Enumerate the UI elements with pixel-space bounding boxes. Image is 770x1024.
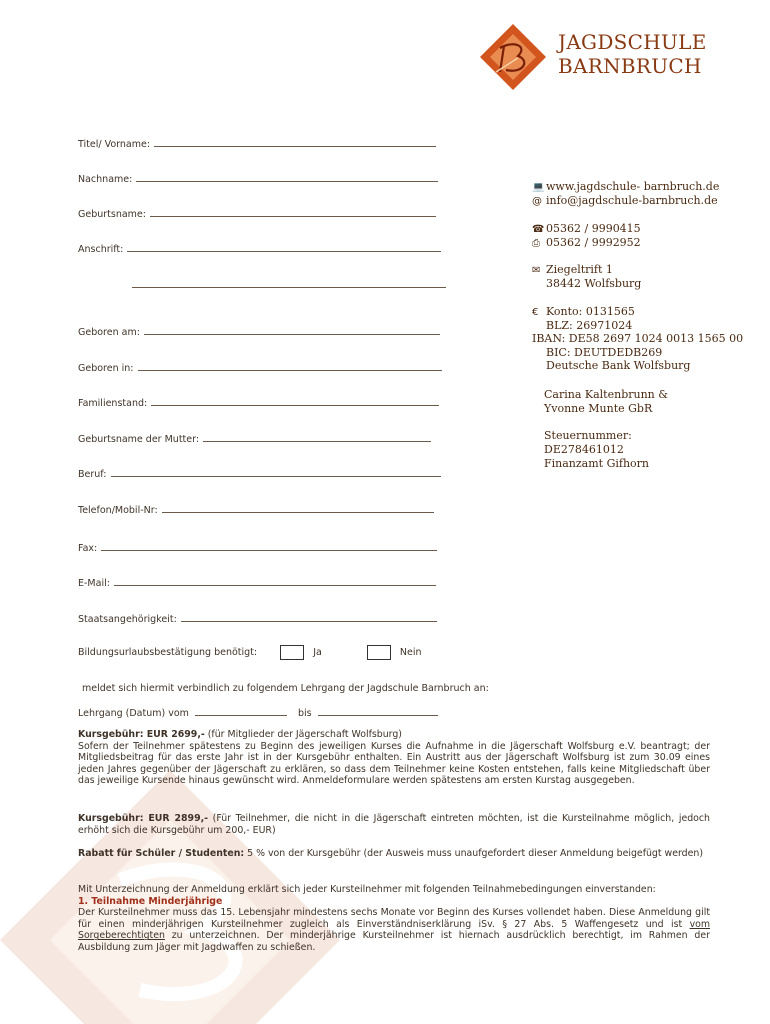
title-input-line[interactable] [154,137,436,147]
address-input-line-2[interactable] [132,278,446,288]
terms-minors-text-b: zu unterzeichnen. Der minderjährige Kursteilnehmer ist hiernach ausdrücklich berechtigt, im Rahmen der Ausbildung zum Jäger mit Jagdwaffen zu schießen. [78,930,710,953]
field-born-on [78,325,440,338]
yes-label: Ja [313,647,322,658]
mail-text: info@jagdschule-barnbruch.de [546,194,718,207]
field-label: Familienstand: [78,398,148,409]
yes-checkbox[interactable] [280,645,304,660]
fax-text: 05362 / 9992952 [546,236,641,249]
fee-nonmember-paragraph [78,813,710,836]
no-checkbox[interactable] [367,645,391,660]
fee-nonmember-text: (Für Teilnehmer, die nicht in die Jägerschaft eintreten möchten, ist die Kursteilnahme möglich, jedoch erhöht sich die Kursgebühr um 200,- EUR) [78,813,710,836]
fee-member-note: (für Mitglieder der Jägerschaft Wolfsburg) [204,729,402,740]
contact-mail [532,194,718,208]
lastname-input-line[interactable] [136,172,438,182]
at-icon: @ [532,196,542,207]
terms-minors-guardian: vom Sorgeberechtigten [78,918,710,942]
terms-minors-text-a: Der Kursteilnehmer muss das 15. Lebensjahr mindestens sechs Monate vor Beginn des Kurses vollendet haben. Diese Anmeldung gilt für einen minderjährigen Kursteilnehmer zugleich als Einverständniserklärung iSv. § 27 Abs. 5 Waffengesetz und ist [78,907,710,930]
marital-input-line[interactable] [151,396,439,406]
contact-tax-office: Finanzamt Gifhorn [544,457,650,470]
phone-icon: ☎ [532,224,545,235]
field-label: Geburtsname der Mutter: [78,434,200,445]
field-phone [78,503,434,516]
logo-line-2: BARNBRUCH [558,54,702,78]
field-nationality [78,612,437,625]
logo-line-1: JAGDSCHULE [558,30,707,54]
logo-diamond-icon [478,22,548,92]
field-mother-birthname [78,432,431,445]
registration-statement: meldet sich hiermit verbindlich zu folgendem Lehrgang der Jagdschule Barnbruch an: [82,683,489,694]
contact-city: 38442 Wolfsburg [546,277,642,290]
fee-member-heading: Kursgebühr: EUR 2699,- [78,729,205,740]
field-title-firstname [78,137,436,150]
field-job [78,467,441,480]
course-dates [78,706,438,719]
school-logo [478,22,718,92]
field-label: Bildungsurlaubsbestätigung benötigt: [78,647,258,658]
field-label: Geboren in: [78,363,134,374]
mother-input-line[interactable] [203,432,431,442]
contact-tax-no: DE278461012 [544,443,624,456]
course-to-label: bis [297,708,312,719]
email-input-line[interactable] [114,576,436,586]
field-label: Telefon/Mobil-Nr: [78,505,158,516]
born-in-input-line[interactable] [138,361,442,371]
phone-input-line[interactable] [162,503,434,513]
field-lastname [78,172,438,185]
field-marital-status [78,396,439,409]
field-birthname [78,207,436,220]
contact-blz: BLZ: 26971024 [546,319,633,332]
contact-tax-label: Steuernummer: [544,429,632,442]
fee-nonmember-heading: Kursgebühr: EUR 2899,- [78,813,209,824]
discount-heading: Rabatt für Schüler / Studenten: [78,848,245,859]
envelope-icon: ✉ [532,265,541,276]
logo-wordmark [558,30,707,78]
field-address [78,242,441,255]
contact-web [532,180,719,194]
nationality-input-line[interactable] [181,612,437,622]
fee-member-paragraph [78,729,710,787]
web-text: www.jagdschule- barnbruch.de [546,180,720,193]
contact-fax [532,236,641,250]
contact-street [532,263,613,277]
course-from-input-line[interactable] [195,706,287,716]
birthname-input-line[interactable] [150,207,436,217]
field-label: Beruf: [78,469,107,480]
contact-bank: Deutsche Bank Wolfsburg [546,359,691,372]
street-text: Ziegeltrift 1 [546,263,613,276]
field-label: E-Mail: [78,578,110,589]
phone-text: 05362 / 9990415 [546,222,641,235]
konto-text: Konto: 0131565 [546,305,635,318]
field-address-2 [132,278,446,291]
field-label: Staatsangehörigkeit: [78,614,177,625]
address-input-line[interactable] [127,242,441,252]
contact-owners-1: Carina Kaltenbrunn & [544,388,669,401]
field-label: Fax: [78,543,98,554]
contact-konto [532,305,635,319]
no-label: Nein [399,647,422,658]
field-fax [78,541,437,554]
field-born-in [78,361,442,374]
contact-phone [532,222,641,236]
fee-member-text: Sofern der Teilnehmer spätestens zu Beginn des jeweiligen Kurses die Aufnahme in die Jägerschaft Wolfsburg e.V. beantragt; der Mitgliedsbeitrag für das erste Jahr ist in der Kursgebühr enthalten. Ein Austritt aus der Jägerschaft Wolfsburg ist zum 30.09 eines jeden Jahres gegenüber der Jägerschaft zu erklären, so dass dem Teilnehmer keine Kosten entstehen, falls keine Mitgliedschaft über das jeweilige Kursende hinaus gewünscht wird. Anmeldeformulare werden spätestens am ersten Kurstag ausgegeben. [78,740,710,787]
field-label: Geburtsname: [78,209,146,220]
field-label: Titel/ Vorname: [78,139,151,150]
terms-intro: Mit Unterzeichnung der Anmeldung erklärt sich jeder Kursteilnehmer mit folgenden Teilnahmebedingungen einverstanden: [78,884,656,895]
field-education-leave [78,645,422,660]
field-label: Nachname: [78,174,133,185]
field-email [78,576,436,589]
euro-icon: € [532,307,539,318]
fax-icon: ⎙ [532,238,540,249]
born-on-input-line[interactable] [144,325,440,335]
field-label: Anschrift: [78,244,124,255]
job-input-line[interactable] [111,467,441,477]
course-to-input-line[interactable] [318,706,438,716]
computer-icon: 💻 [532,182,545,193]
contact-bic: BIC: DEUTDEDB269 [546,346,663,359]
contact-iban: IBAN: DE58 2697 1024 0013 1565 00 [532,332,744,345]
contact-owners-2: Yvonne Munte GbR [544,402,653,415]
fax-input-line[interactable] [101,541,437,551]
field-label: Geboren am: [78,327,140,338]
course-from-label: Lehrgang (Datum) vom [78,708,189,719]
terms-paragraph [78,884,710,954]
discount-text: 5 % von der Kursgebühr (der Ausweis muss unaufgefordert dieser Anmeldung beigefügt werden) [244,848,703,859]
discount-paragraph [78,848,710,860]
terms-heading-minors: 1. Teilnahme Minderjährige [78,895,223,907]
